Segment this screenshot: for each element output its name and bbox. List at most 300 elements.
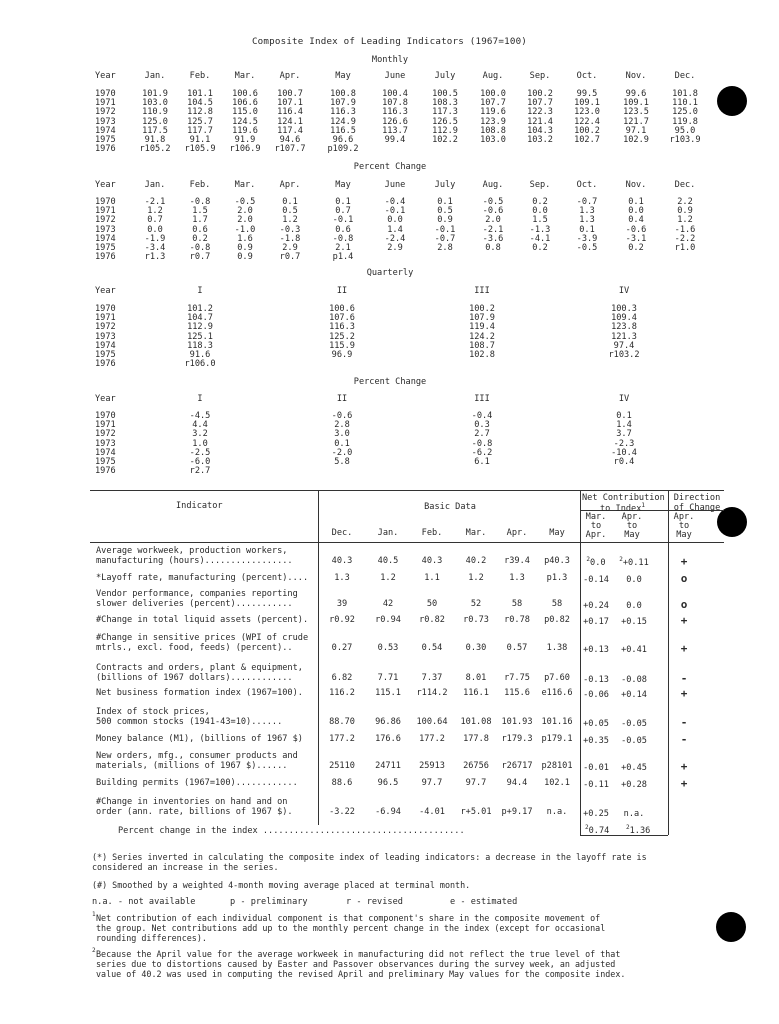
basic-data-cell: 94.4: [506, 778, 528, 788]
monthly-cell: 116.3: [330, 107, 356, 118]
direction-cell: +: [680, 777, 688, 790]
basic-data-cell: -6.94: [375, 807, 401, 817]
basic-data-cell: 40.2: [465, 556, 487, 566]
basic-data-cell: 26756: [463, 761, 489, 771]
quarterly-change-heading: Percent Change: [353, 377, 427, 387]
direction-cell: -: [680, 672, 688, 685]
monthly_change-cell: 1.7: [192, 215, 208, 226]
quarterly-cell: r106.0: [184, 359, 216, 370]
monthly_change-cell: 1.3: [579, 215, 595, 226]
indicator-label: mtrls., excl. food, feeds) (percent)..: [96, 643, 293, 653]
quarterly-cell: 100.3: [611, 304, 637, 314]
monthly_change-cell: 1.6: [237, 233, 253, 244]
monthly_change-col-header: June: [384, 180, 406, 190]
monthly_change-cell: -0.8: [189, 243, 211, 253]
direction-header: Direction of Change: [673, 493, 721, 513]
net-contribution-cell: [610, 734, 658, 746]
basic-data-cell: 101.08: [460, 717, 492, 727]
footnote-2: Because the April value for the average workweek in manufacturing did not reflect the true level of that series due to distortions caused by Easter and Passover observances during the survey week, an adjusted value of 40.2 was used in computing the revised April and preliminary May values for the composite index.: [96, 949, 626, 979]
basic-data-cell: p7.60: [544, 673, 570, 683]
monthly-cell: 125.7: [187, 116, 213, 127]
monthly-cell: 119.8: [672, 116, 698, 127]
basic-data-cell: p179.1: [541, 734, 573, 744]
monthly-cell: 107.9: [330, 98, 356, 109]
quarterly-col-header: I: [197, 286, 203, 296]
quarterly-cell: 118.3: [187, 340, 213, 351]
net-contribution-cell: [610, 688, 658, 700]
net-contribution-cell: [610, 673, 658, 685]
footnote-ref: 2: [586, 556, 591, 563]
monthly-cell: 100.6: [232, 89, 258, 99]
monthly_change-cell: 2.2: [677, 197, 693, 207]
monthly-year: 1974: [95, 125, 116, 136]
footnote-1: Net contribution of each individual component is that component's share in the composite movement of the group. Net contributions add up to the monthly percent change in the index (except for occasional rounding differences).: [96, 913, 606, 943]
quarterly-cell: 125.2: [329, 331, 355, 342]
basic-data-cell: 96.5: [377, 778, 399, 788]
basic-data-cell: 116.1: [463, 688, 489, 698]
quarterly-cell: 96.9: [331, 350, 353, 360]
quarterly_change-cell: 4.4: [192, 420, 208, 431]
monthly-cell: 99.5: [576, 89, 598, 99]
basic-data-cell: r0.92: [329, 615, 355, 625]
net-contribution-cell: [610, 573, 658, 585]
monthly-cell: 126.6: [382, 116, 408, 127]
quarterly_change-cell: -0.4: [471, 411, 493, 421]
monthly-year: 1970: [95, 89, 116, 99]
monthly_change-cell: 1.5: [192, 206, 208, 217]
quarterly-cell: r103.2: [608, 350, 640, 360]
monthly_change-cell: -3.1: [625, 233, 647, 244]
monthly_change-cell: -4.1: [529, 233, 551, 244]
monthly_change-year: 1974: [95, 233, 116, 244]
monthly-cell: 109.1: [623, 98, 649, 109]
net-value: +0.13: [583, 644, 609, 655]
indicator-label: Money balance (M1), (billions of 1967 $): [96, 734, 303, 744]
quarterly-col-header: II: [336, 286, 348, 296]
monthly-cell: 107.7: [527, 98, 553, 109]
direction-cell: +: [680, 555, 688, 568]
monthly-cell: 123.0: [574, 107, 600, 118]
net-contribution-cell: [610, 778, 658, 790]
net-value: 0.0: [626, 574, 642, 585]
basic-data-cell: 6.82: [331, 673, 353, 683]
monthly-cell: 96.6: [332, 135, 354, 145]
basic-data-cell: r0.94: [375, 615, 401, 625]
quarterly_change-year: 1974: [95, 447, 116, 458]
monthly_change-cell: 2.9: [282, 243, 298, 253]
monthly_change-year: 1971: [95, 206, 116, 217]
monthly-cell: 117.3: [432, 107, 458, 118]
monthly_change-cell: r1.3: [144, 252, 166, 263]
table-divider-left: [318, 490, 319, 825]
month-col-header: Feb.: [421, 528, 443, 538]
monthly_change-year: 1973: [95, 224, 116, 235]
quarterly-cell: 115.9: [329, 340, 355, 351]
net-col-header: to: [590, 521, 602, 531]
indicator-label: Index of stock prices,: [96, 707, 210, 717]
net-value: +0.15: [621, 616, 647, 627]
monthly-cell: 110.9: [142, 107, 168, 118]
monthly_change-cell: 0.0: [532, 206, 548, 217]
quarterly-cell: 97.4: [613, 340, 635, 351]
monthly_change-col-header: Mar.: [234, 180, 256, 190]
quarterly-year: 1970: [95, 304, 116, 314]
monthly_change-cell: 0.2: [532, 243, 548, 253]
basic-data-cell: 115.6: [504, 688, 530, 698]
net-value: +0.45: [621, 762, 647, 773]
net-value: -0.05: [621, 718, 647, 729]
quarterly-cell: 124.2: [469, 331, 495, 342]
indicator-label: *Layoff rate, manufacturing (percent)....: [96, 573, 309, 583]
monthly_change-col-header: Oct.: [576, 180, 598, 190]
quarterly_change-cell: 1.4: [616, 420, 632, 431]
monthly_change-cell: r0.7: [189, 252, 211, 263]
monthly_change-cell: -0.8: [189, 197, 211, 207]
monthly_change-cell: -1.9: [144, 233, 166, 244]
monthly-cell: 125.0: [672, 107, 698, 118]
basic-data-cell: 24711: [375, 761, 401, 771]
net-value: 0.0: [590, 557, 606, 568]
monthly-cell: 117.4: [277, 125, 303, 136]
monthly-cell: 112.8: [187, 107, 213, 118]
net-col-header: May: [624, 530, 640, 540]
quarterly-cell: 108.7: [469, 340, 495, 351]
monthly_change-year: 1975: [95, 243, 116, 253]
net-value: -0.05: [621, 735, 647, 746]
basic-data-cell: -4.01: [419, 807, 445, 817]
basic-data-cell: r39.4: [504, 556, 530, 566]
basic-data-cell: 58: [551, 599, 563, 609]
net-value: +0.14: [621, 689, 647, 700]
total-label: Percent change in the index .......................................: [118, 826, 465, 836]
indicator-label: Contracts and orders, plant & equipment,: [96, 663, 303, 673]
monthly_change-cell: 0.2: [532, 197, 548, 207]
monthly-cell: 107.8: [382, 98, 408, 109]
net-col-header: Mar.: [585, 512, 607, 522]
monthly_change-cell: -0.1: [384, 206, 406, 217]
monthly_change-cell: 2.0: [485, 215, 501, 226]
monthly_change-cell: 0.5: [437, 206, 453, 217]
basic-data-cell: 177.8: [463, 734, 489, 744]
monthly_change-cell: 0.1: [628, 197, 644, 207]
quarterly_change-cell: r0.4: [613, 457, 635, 467]
monthly-cell: 101.8: [672, 89, 698, 99]
basic-data-cell: r0.82: [419, 615, 445, 625]
quarterly-year: 1974: [95, 340, 116, 351]
quarterly-cell: 100.6: [329, 304, 355, 314]
basic-data-cell: r+5.01: [460, 807, 492, 817]
basic-data-cell: 1.2: [380, 573, 396, 583]
basic-data-cell: 52: [470, 599, 482, 609]
footnote-2-mark: 2: [92, 947, 96, 954]
quarterly_change-cell: 2.7: [474, 429, 490, 440]
monthly_change-cell: -0.5: [234, 197, 256, 207]
quarterly_change-year: 1975: [95, 457, 116, 467]
monthly-col-header: Dec.: [674, 71, 696, 81]
monthly-cell: 100.8: [330, 89, 356, 99]
net-contribution-cell: [610, 717, 658, 729]
monthly-cell: r103.9: [669, 135, 701, 145]
monthly-year: 1971: [95, 98, 116, 109]
monthly-cell: 115.0: [232, 107, 258, 118]
indicator-label: #Change in sensitive prices (WPI of crude: [96, 633, 309, 643]
legend-na: n.a. - not available: [92, 897, 196, 907]
net-contribution-cell: [610, 807, 658, 819]
punch-hole-top: [717, 86, 747, 116]
quarterly-cell: 119.4: [469, 322, 495, 333]
basic-data-cell: 1.3: [509, 573, 525, 583]
basic-data-cell: p28101: [541, 761, 573, 771]
monthly_change-cell: 0.2: [628, 243, 644, 253]
monthly_change-year: 1976: [95, 252, 116, 263]
monthly-cell: 119.6: [232, 125, 258, 136]
quarterly-cell: 109.4: [611, 313, 637, 324]
monthly-cell: 91.9: [234, 135, 256, 145]
monthly_change-cell: 0.2: [192, 233, 208, 244]
monthly-cell: 97.1: [625, 125, 647, 136]
monthly-cell: 109.1: [574, 98, 600, 109]
net-contribution-header: Net Contribution: [582, 493, 665, 503]
basic-data-cell: 88.6: [331, 778, 353, 788]
monthly-cell: 125.0: [142, 116, 168, 127]
quarterly_change-cell: 0.1: [616, 411, 632, 421]
quarterly_change-year: 1970: [95, 411, 116, 421]
quarterly-cell: 116.3: [329, 322, 355, 333]
net-contribution-cell: [610, 761, 658, 773]
monthly_change-cell: -3.4: [144, 243, 166, 253]
basic-data-cell: r0.78: [504, 615, 530, 625]
indicator-label: #Change in total liquid assets (percent).: [96, 615, 309, 625]
monthly_change-cell: 1.2: [282, 215, 298, 226]
basic-data-cell: 1.38: [546, 643, 568, 653]
quarterly_change-cell: -0.8: [471, 438, 493, 449]
monthly_change-cell: 0.9: [237, 243, 253, 253]
net-value: -0.13: [583, 674, 609, 685]
net-contribution-cell: [610, 599, 658, 611]
direction-cell: +: [680, 760, 688, 773]
monthly-cell: 100.2: [574, 125, 600, 136]
net-col-header: Apr.: [621, 512, 643, 522]
monthly-cell: 94.6: [279, 135, 301, 145]
monthly_change-cell: 1.2: [677, 215, 693, 226]
indicator-label: manufacturing (hours).................: [96, 556, 293, 566]
monthly_change-cell: 1.4: [387, 224, 403, 235]
monthly_change-col-header: May: [335, 180, 351, 190]
basic-data-cell: 0.57: [506, 643, 528, 653]
indicator-label: Average workweek, production workers,: [96, 546, 288, 556]
basic-data-cell: 97.7: [465, 778, 487, 788]
monthly-cell: 110.1: [672, 98, 698, 109]
net-value: +0.35: [583, 735, 609, 746]
monthly-cell: 95.0: [674, 125, 696, 136]
basic-data-cell: -3.22: [329, 807, 355, 817]
monthly_change-col-header: Nov.: [625, 180, 647, 190]
quarterly_change-cell: 0.3: [474, 420, 490, 431]
monthly-cell: 101.9: [142, 89, 168, 99]
basic-data-cell: 40.3: [331, 556, 353, 566]
basic-data-header: Basic Data: [424, 502, 476, 512]
monthly-cell: 108.3: [432, 98, 458, 109]
monthly_change-cell: -1.0: [234, 224, 256, 235]
monthly-col-header: July: [434, 71, 456, 81]
monthly_change-cell: -1.8: [279, 233, 301, 244]
monthly-cell: 124.9: [330, 116, 356, 127]
net-value: +0.25: [583, 808, 609, 819]
net-value: -0.06: [583, 689, 609, 700]
quarterly-heading: Quarterly: [366, 268, 414, 278]
monthly-cell: 124.5: [232, 116, 258, 127]
monthly_change-cell: 0.9: [437, 215, 453, 226]
basic-data-cell: 0.30: [465, 643, 487, 653]
monthly_change-year: 1972: [95, 215, 116, 226]
monthly_change-cell: 1.3: [579, 206, 595, 217]
quarterly_change-col-header: III: [474, 394, 490, 404]
monthly-cell: 112.9: [432, 125, 458, 136]
monthly-col-header: Nov.: [625, 71, 647, 81]
month-col-header: Apr.: [506, 528, 528, 538]
indicator-label: Vendor performance, companies reporting: [96, 589, 298, 599]
quarterly_change-cell: -6.2: [471, 447, 493, 458]
monthly_change-cell: -0.6: [482, 206, 504, 217]
quarterly-year: 1971: [95, 313, 116, 324]
monthly_change-cell: -0.8: [332, 233, 354, 244]
monthly-col-header: Feb.: [189, 71, 211, 81]
monthly-cell: 100.0: [480, 89, 506, 99]
monthly-col-header: Mar.: [234, 71, 256, 81]
quarterly-cell: 125.1: [187, 331, 213, 342]
basic-data-cell: 101.16: [541, 717, 573, 727]
quarterly-cell: 107.9: [469, 313, 495, 324]
legend-e: e - estimated: [450, 897, 518, 907]
monthly-col-header: Sep.: [529, 71, 551, 81]
footnote-ref: 2: [619, 556, 623, 563]
monthly-cell: 100.7: [277, 89, 303, 99]
basic-data-cell: 177.2: [329, 734, 355, 744]
basic-data-cell: r26717: [501, 761, 533, 771]
basic-data-cell: 50: [426, 599, 438, 609]
punch-hole-bottom: [716, 912, 746, 942]
month-col-header: May: [549, 528, 565, 538]
basic-data-cell: 0.27: [331, 643, 353, 653]
monthly_change-cell: -0.3: [279, 224, 301, 235]
net-value: -0.14: [583, 574, 609, 585]
monthly_change-col-header: Jan.: [144, 180, 166, 190]
indicator-label: (billions of 1967 dollars)............: [96, 673, 293, 683]
quarterly_change-cell: r2.7: [189, 466, 211, 477]
basic-data-cell: 97.7: [421, 778, 443, 788]
table-header-rule: [90, 542, 724, 543]
direction-cell: +: [680, 642, 688, 655]
monthly-cell: 103.0: [480, 135, 506, 145]
basic-data-cell: 25110: [329, 761, 355, 771]
net-col-header: Apr.: [585, 530, 607, 540]
basic-data-cell: 176.6: [375, 734, 401, 744]
month-col-header: Dec.: [331, 528, 353, 538]
monthly-col-header: May: [335, 71, 351, 81]
monthly-cell: 103.2: [527, 135, 553, 145]
monthly-cell: 100.4: [382, 89, 408, 99]
monthly-cell: 122.4: [574, 116, 600, 127]
monthly_change-cell: -1.6: [674, 224, 696, 235]
basic-data-cell: r0.73: [463, 615, 489, 625]
monthly_change-cell: -2.4: [384, 233, 406, 244]
monthly_change-cell: 2.0: [237, 206, 253, 217]
net-contribution-header-2: to Index$^1$: [600, 502, 646, 514]
basic-data-cell: 7.37: [421, 673, 443, 683]
monthly_change-cell: -0.5: [576, 243, 598, 253]
indicator-label: 500 common stocks (1941-43=10)......: [96, 717, 283, 727]
monthly-col-header: Aug.: [482, 71, 504, 81]
monthly_change-cell: -0.6: [625, 224, 647, 235]
monthly-cell: 107.1: [277, 98, 303, 109]
basic-data-cell: 177.2: [419, 734, 445, 744]
monthly-cell: 102.7: [574, 135, 600, 145]
monthly-cell: 102.2: [432, 135, 458, 145]
quarterly-cell: 112.9: [187, 322, 213, 333]
quarterly-col-header: III: [474, 286, 490, 296]
quarterly-cell: 104.7: [187, 313, 213, 324]
monthly-cell: 104.3: [527, 125, 553, 136]
quarterly_change-cell: 0.1: [334, 438, 350, 449]
basic-data-cell: n.a.: [546, 807, 568, 817]
basic-data-cell: 1.1: [424, 573, 440, 583]
monthly_change-cell: 0.6: [192, 224, 208, 235]
basic-data-cell: 8.01: [465, 673, 487, 683]
quarterly-year: 1972: [95, 322, 116, 333]
net-value: -0.11: [583, 779, 609, 790]
indicator-header: Indicator: [176, 501, 223, 511]
indicator-label: order (ann. rate, billions of 1967 $).: [96, 807, 293, 817]
direction-cell: -: [680, 733, 688, 746]
monthly-cell: 108.8: [480, 125, 506, 136]
basic-data-cell: 88.70: [329, 717, 355, 727]
basic-data-cell: 7.71: [377, 673, 399, 683]
monthly-cell: r106.9: [229, 144, 261, 155]
net-value: +0.41: [621, 644, 647, 655]
monthly-year: 1972: [95, 107, 116, 118]
indicator-label: slower deliveries (percent)...........: [96, 599, 293, 609]
monthly_change-col-header: Feb.: [189, 180, 211, 190]
legend-r: r - revised: [346, 897, 403, 907]
net-contribution-cell: [610, 556, 658, 568]
monthly-cell: 119.6: [480, 107, 506, 118]
monthly-change-heading: Percent Change: [353, 162, 427, 172]
quarterly-col-header: Year: [95, 286, 116, 296]
monthly_change-cell: -2.2: [674, 233, 696, 244]
monthly_change-col-header: Aug.: [482, 180, 504, 190]
quarterly-cell: 91.6: [189, 350, 211, 360]
quarterly-cell: 107.6: [329, 313, 355, 324]
quarterly-cell: 123.8: [611, 322, 637, 333]
monthly_change-col-header: Sep.: [529, 180, 551, 190]
monthly_change-cell: 0.7: [335, 206, 351, 217]
monthly-cell: 121.4: [527, 116, 553, 127]
quarterly_change-cell: -10.4: [611, 447, 637, 458]
direction-cell: o: [680, 598, 688, 611]
monthly_change-cell: 0.5: [282, 206, 298, 217]
monthly-cell: 123.5: [623, 107, 649, 118]
basic-data-cell: r179.3: [501, 734, 533, 744]
monthly-cell: 116.5: [330, 125, 356, 136]
monthly_change-cell: r1.0: [674, 243, 696, 253]
quarterly_change-col-header: II: [336, 394, 348, 404]
monthly-cell: 117.7: [187, 125, 213, 136]
page-title: Composite Index of Leading Indicators (1967=100): [251, 36, 528, 47]
monthly-col-header: Oct.: [576, 71, 598, 81]
footnote-inverted: (*) Series inverted in calculating the composite index of leading indicators: a decrease in the layoff rate is considered an increase in the series.: [92, 852, 647, 872]
monthly-cell: 100.2: [527, 89, 553, 99]
quarterly_change-col-header: Year: [95, 394, 116, 404]
